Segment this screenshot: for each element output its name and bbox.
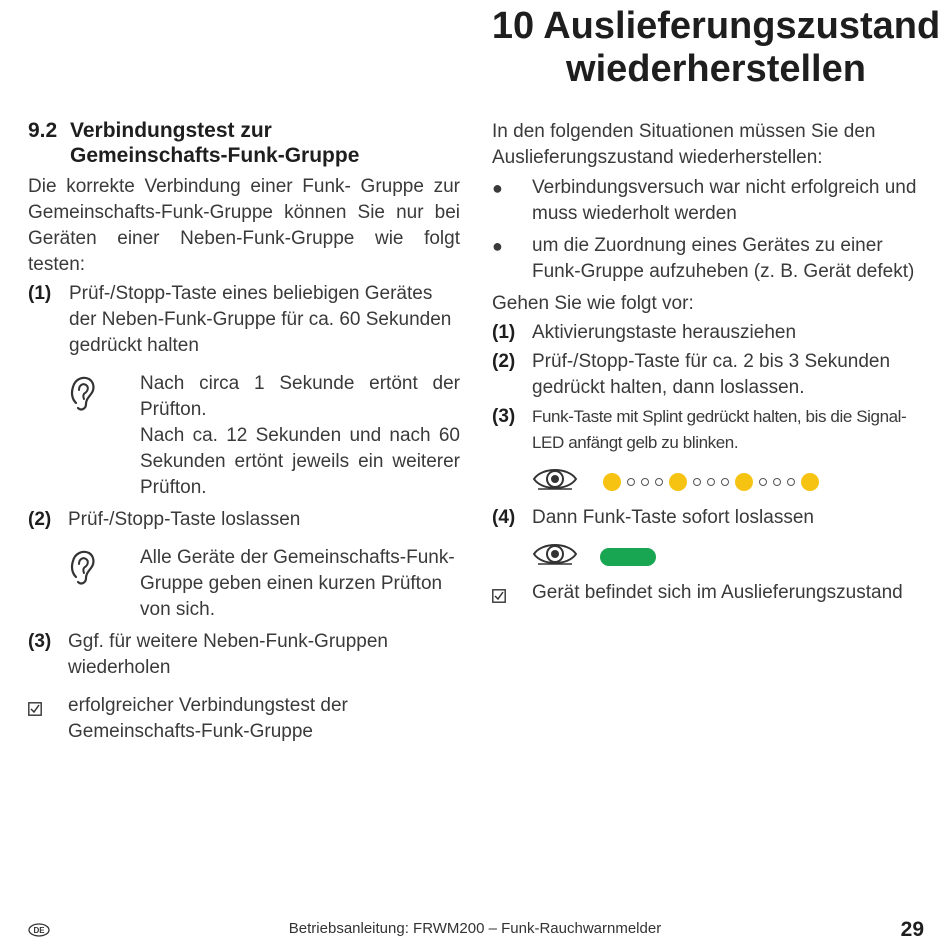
step-1: [492, 320, 932, 346]
led-off-dot: [655, 478, 663, 486]
sound-note-1: [68, 371, 460, 501]
section-title-line2: Gemeinschafts-Funk-Gruppe: [70, 144, 360, 167]
led-off-dot: [627, 478, 635, 486]
list-item-text: Verbindungsversuch war nicht erfolgreich und muss wiederholt werden: [532, 177, 917, 224]
list-item-text: um die Zuordnung eines Gerätes zu einer Funk-Gruppe aufzuheben (z. B. Gerät defekt): [532, 235, 915, 282]
eye-icon: [532, 539, 578, 574]
chapter-heading: [486, 5, 946, 91]
step-3: [28, 629, 460, 681]
section-number: 9.2: [28, 119, 58, 142]
led-blink-dot: [801, 473, 819, 491]
step-2: [492, 349, 932, 401]
led-off-dot: [773, 478, 781, 486]
list-item: [492, 233, 932, 285]
chapter-title-line1: 10 Auslieferungszustand: [491, 5, 941, 47]
step-number: (2): [28, 509, 52, 530]
note-line: Alle Geräte der Gemeinschafts-Funk-Gruppe geben einen kurzen Prüfton von sich.: [140, 547, 455, 620]
result-text: Gerät befindet sich im Auslieferungszustand: [532, 582, 903, 603]
led-off-dot: [721, 478, 729, 486]
bullet-icon: ●: [492, 178, 503, 198]
situation-list: [492, 175, 932, 285]
step-text: Dann Funk-Taste sofort loslassen: [532, 507, 814, 528]
step-text: Ggf. für weitere Neben-Funk-Gruppen wiederholen: [68, 631, 388, 678]
step-4: [492, 505, 932, 531]
step-3: [492, 404, 932, 456]
left-column: [28, 118, 460, 745]
led-steady-bar: [600, 548, 656, 566]
step-1: [28, 281, 460, 359]
proceed-text: Gehen Sie wie folgt vor:: [492, 293, 694, 314]
list-item: [492, 175, 932, 227]
step-number: (3): [28, 631, 52, 652]
step-text: Funk-Taste mit Splint gedrückt halten, bis die Signal-LED anfängt gelb zu blinken.: [532, 407, 907, 452]
page-number: 29: [900, 918, 924, 941]
led-off-dot: [693, 478, 701, 486]
checkbox-icon: [28, 693, 68, 745]
section-heading: [28, 118, 460, 168]
step-number: (1): [492, 322, 516, 343]
eye-icon: [532, 464, 578, 499]
led-off-dot: [707, 478, 715, 486]
step-number: (1): [28, 283, 52, 304]
country-badge-text: DE: [33, 926, 45, 935]
page-footer: [0, 918, 950, 944]
step-text: Aktivierungstaste herausziehen: [532, 322, 797, 343]
note-line: Nach ca. 12 Sekunden und nach 60 Sekunden ertönt jeweils ein weiterer Prüfton.: [140, 425, 460, 498]
led-blink-dot: [603, 473, 621, 491]
led-steady-indicator: [532, 539, 932, 574]
step-text: Prüf-/Stopp-Taste loslassen: [68, 509, 301, 530]
ear-icon: [68, 545, 140, 623]
checkbox-icon: [492, 580, 532, 611]
note-line: Nach circa 1 Sekunde ertönt der Prüfton.: [140, 373, 460, 420]
led-off-dot: [759, 478, 767, 486]
sound-note-2: [68, 545, 460, 623]
bullet-icon: ●: [492, 236, 503, 256]
step-number: (2): [492, 351, 516, 372]
section-title-line1: Verbindungstest zur: [70, 119, 272, 142]
led-off-dot: [787, 478, 795, 486]
right-column: [491, 0, 941, 611]
step-number: (4): [492, 507, 516, 528]
step-2: [28, 507, 460, 533]
result-text: erfolgreicher Verbindungstest der Gemeinschafts-Funk-Gruppe: [68, 695, 348, 742]
led-blink-dot: [735, 473, 753, 491]
footer-title: Betriebsanleitung: FRWM200 – Funk-Rauchwarnmelder: [288, 920, 662, 937]
result-line: [28, 693, 460, 745]
result-line: [492, 580, 932, 611]
chapter-title-line2: wiederherstellen: [566, 48, 866, 90]
step-text: Prüf-/Stopp-Taste eines beliebigen Gerätes der Neben-Funk-Gruppe für ca. 60 Sekunden gedrückt halten: [69, 283, 452, 356]
ear-icon: [68, 371, 140, 501]
chapter-intro: In den folgenden Situationen müssen Sie den Auslieferungszustand wiederherstellen:: [492, 121, 876, 168]
section-intro: Die korrekte Verbindung einer Funk- Gruppe zur Gemeinschafts-Funk-Gruppe können Sie nur bei Geräten einer Neben-Funk-Gruppe wie folgt testen:: [28, 176, 460, 275]
led-blink-indicator: [532, 464, 932, 499]
step-text: Prüf-/Stopp-Taste für ca. 2 bis 3 Sekunden gedrückt halten, dann loslassen.: [532, 351, 891, 398]
led-off-dot: [641, 478, 649, 486]
step-number: (3): [492, 406, 516, 427]
led-blink-dot: [669, 473, 687, 491]
